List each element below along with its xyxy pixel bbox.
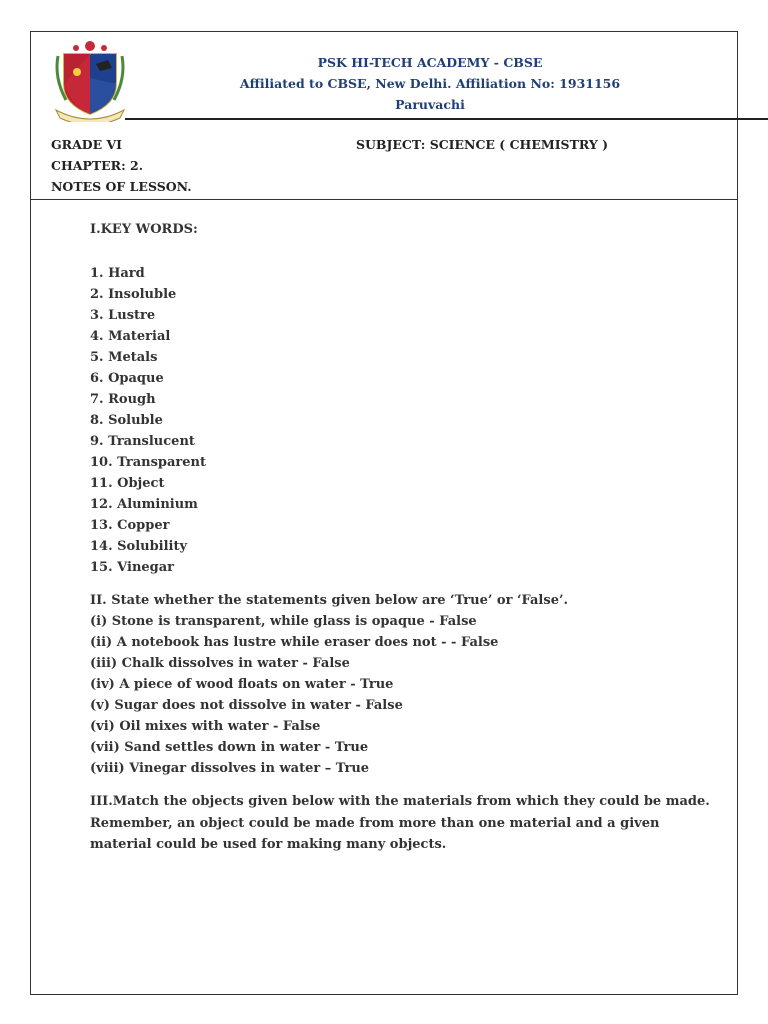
section-divider <box>31 199 737 200</box>
matching-instruction-line: III.Match the objects given below with the materials from which they could be made. <box>90 794 710 809</box>
matching-section <box>90 791 710 856</box>
key-words-title: I.KEY WORDS: <box>90 222 198 237</box>
notes-label: NOTES OF LESSON. <box>51 179 192 194</box>
key-word-item: 10. Transparent <box>90 455 207 470</box>
key-word-item: 5. Metals <box>90 350 158 365</box>
key-words-list <box>90 263 710 578</box>
true-false-item: (viii) Vinegar dissolves in water – True <box>90 761 370 776</box>
key-word-item: 8. Soluble <box>90 413 163 428</box>
key-word-item: 14. Solubility <box>90 539 188 554</box>
subject-label: SUBJECT: SCIENCE ( CHEMISTRY ) <box>356 137 609 152</box>
school-name: PSK HI-TECH ACADEMY - CBSE <box>317 55 543 70</box>
key-word-item: 15. Vinegar <box>90 560 175 575</box>
true-false-item: (ii) A notebook has lustre while eraser does not - - False <box>90 635 499 650</box>
true-false-item: (i) Stone is transparent, while glass is opaque - False <box>90 614 477 629</box>
key-word-item: 6. Opaque <box>90 371 164 386</box>
key-word-item: 12. Aluminium <box>90 497 198 512</box>
true-false-item: (iv) A piece of wood floats on water - True <box>90 677 394 692</box>
header-divider <box>125 118 768 120</box>
true-false-item: (v) Sugar does not dissolve in water - False <box>90 698 403 713</box>
lesson-content <box>90 219 710 856</box>
true-false-item: (iii) Chalk dissolves in water - False <box>90 656 350 671</box>
key-word-item: 3. Lustre <box>90 308 156 323</box>
true-false-item: (vii) Sand settles down in water - True <box>90 740 369 755</box>
key-word-item: 4. Material <box>90 329 171 344</box>
matching-instruction-line: material could be used for making many objects. <box>90 837 447 852</box>
school-header <box>200 52 660 115</box>
true-false-item: (vi) Oil mixes with water - False <box>90 719 321 734</box>
chapter-label: CHAPTER: 2. <box>51 158 144 173</box>
school-location: Paruvachi <box>395 97 465 112</box>
grade-label: GRADE VI <box>51 137 123 152</box>
true-false-title: II. State whether the statements given below are ‘True’ or ‘False’. <box>90 593 569 608</box>
matching-instruction-line: Remember, an object could be made from more than one material and a given <box>90 815 660 831</box>
key-word-item: 2. Insoluble <box>90 287 177 302</box>
key-word-item: 9. Translucent <box>90 434 195 449</box>
key-word-item: 7. Rough <box>90 392 156 407</box>
true-false-section <box>90 590 710 779</box>
key-word-item: 11. Object <box>90 476 165 491</box>
affiliation-line: Affiliated to CBSE, New Delhi. Affiliation No: 1931156 <box>239 76 621 91</box>
school-crest-logo <box>52 38 128 122</box>
key-word-item: 1. Hard <box>90 266 145 281</box>
key-word-item: 13. Copper <box>90 518 170 533</box>
